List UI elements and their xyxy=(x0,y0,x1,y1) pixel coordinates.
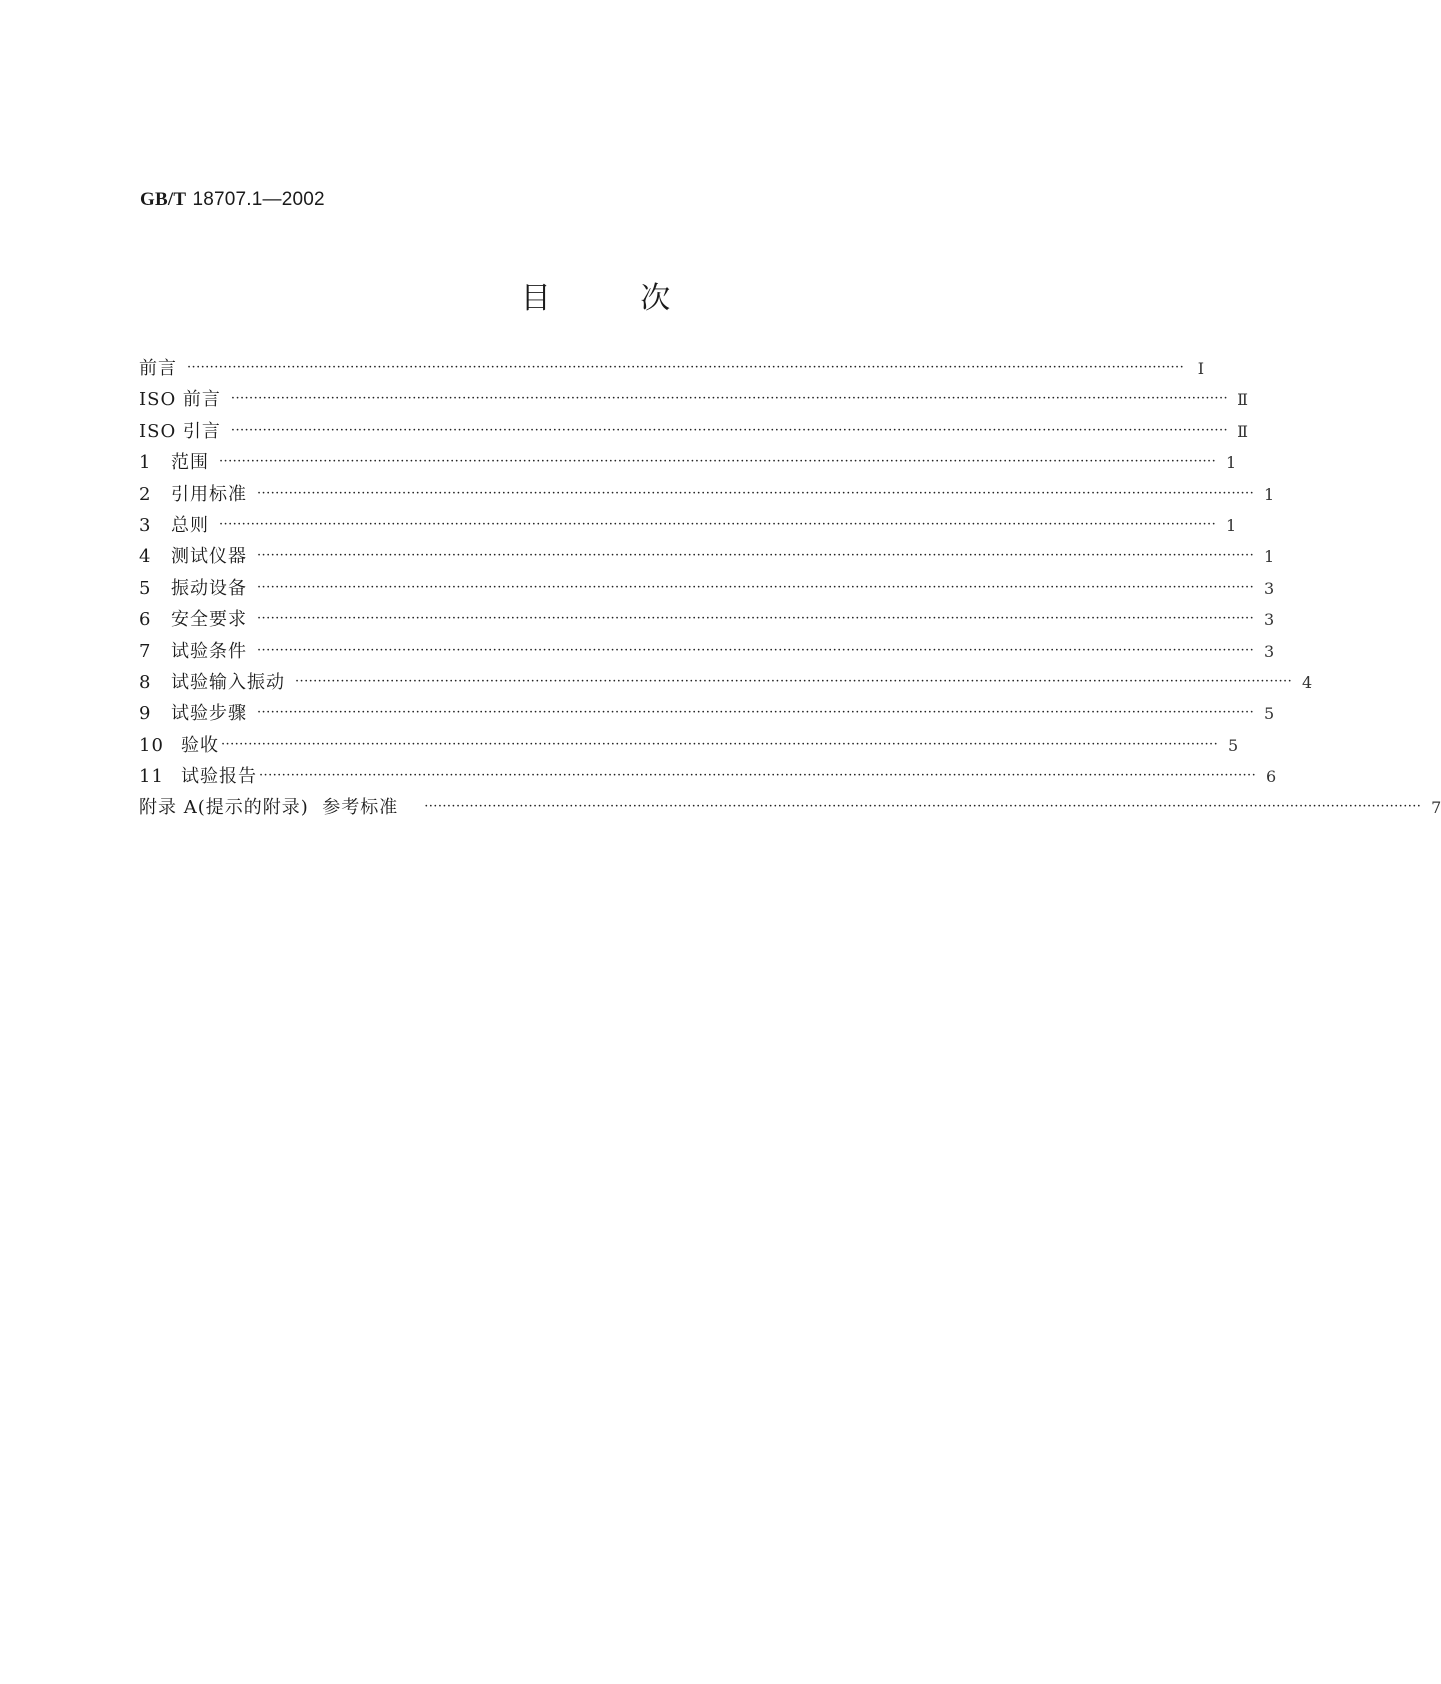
toc-dot-leader: ···························································································································································································································· xyxy=(424,799,1422,815)
toc-page-number: 5 xyxy=(1227,735,1239,755)
toc-entry-section-9[interactable] xyxy=(139,698,1275,729)
toc-entry-annex-a[interactable] xyxy=(139,792,1441,823)
toc-page-number: Ⅰ xyxy=(1197,359,1205,378)
toc-entry-iso-introduction[interactable] xyxy=(139,416,1249,447)
toc-entry-label: 总则 xyxy=(171,514,209,536)
toc-page-number: Ⅱ xyxy=(1237,421,1249,441)
toc-entry-section-4[interactable] xyxy=(139,541,1275,572)
standard-code-prefix: GB/T xyxy=(140,189,187,210)
toc-dot-leader: ···························································································································································································································· xyxy=(257,485,1255,501)
toc-page-number: 1 xyxy=(1225,453,1237,473)
toc-entry-label: 试验步骤 xyxy=(171,703,247,725)
standard-code-number: 18707.1—2002 xyxy=(192,189,325,210)
toc-page-number: Ⅱ xyxy=(1237,390,1249,410)
toc-page-number: 6 xyxy=(1265,767,1277,787)
toc-entry-label: 试验输入振动 xyxy=(171,671,285,693)
toc-entry-section-3[interactable] xyxy=(139,510,1237,541)
toc-entry-label: 安全要求 xyxy=(171,609,247,631)
toc-section-number: 10 xyxy=(139,734,164,756)
toc-page-number: 1 xyxy=(1263,484,1275,504)
toc-dot-leader: ···························································································································································································································· xyxy=(187,360,1185,375)
toc-entry-label: 测试仪器 xyxy=(171,546,247,568)
toc-entry-section-5[interactable] xyxy=(139,573,1275,604)
toc-entry-label: 试验条件 xyxy=(171,640,247,662)
toc-section-number: 9 xyxy=(139,703,152,725)
standard-code xyxy=(140,188,325,211)
toc-dot-leader: ···························································································································································································································· xyxy=(295,673,1293,689)
toc-entry-section-1[interactable] xyxy=(139,447,1237,478)
toc-page-number: 4 xyxy=(1301,672,1313,692)
toc-dot-leader: ···························································································································································································································· xyxy=(230,391,1229,407)
toc-entry-section-2[interactable] xyxy=(139,479,1275,510)
toc-entry-label: 引用标准 xyxy=(171,483,247,505)
toc-dot-leader: ···························································································································································································································· xyxy=(257,548,1255,564)
toc-dot-leader: ···························································································································································································································· xyxy=(219,454,1217,470)
toc-dot-leader: ···························································································································································································································· xyxy=(219,516,1217,532)
toc-section-number: 1 xyxy=(139,452,152,474)
toc-entry-section-8[interactable] xyxy=(139,667,1313,698)
toc-section-number: 8 xyxy=(139,671,152,693)
toc-page-number: 1 xyxy=(1225,515,1237,535)
toc-section-number: 7 xyxy=(139,640,152,662)
toc-page-number: 7 xyxy=(1431,798,1441,818)
page-title: 目 次 xyxy=(520,281,671,316)
toc-page-number: 3 xyxy=(1263,641,1275,661)
toc-section-number: 5 xyxy=(139,577,152,599)
toc-entry-section-10[interactable] xyxy=(139,730,1239,761)
toc-entry-label: ISO 前言 xyxy=(139,389,221,411)
toc-dot-leader: ···························································································································································································································· xyxy=(257,642,1255,658)
toc-entry-section-11[interactable] xyxy=(139,761,1277,792)
toc-section-number: 3 xyxy=(139,514,152,536)
toc-page-number: 5 xyxy=(1263,704,1275,724)
toc-entry-iso-foreword[interactable] xyxy=(139,384,1249,415)
toc-entry-label: ISO 引言 xyxy=(139,420,221,442)
toc-dot-leader: ···························································································································································································································· xyxy=(230,422,1229,438)
toc-entry-section-6[interactable] xyxy=(139,604,1275,635)
toc-dot-leader: ···························································································································································································································· xyxy=(257,611,1255,627)
toc-entry-foreword[interactable] xyxy=(139,353,1205,384)
toc-section-number: 2 xyxy=(139,483,152,505)
toc-dot-leader: ···························································································································································································································· xyxy=(257,579,1255,595)
toc-entry-label: 前言 xyxy=(139,358,177,379)
toc-dot-leader: ···························································································································································································································· xyxy=(221,736,1219,752)
toc-dot-leader: ···························································································································································································································· xyxy=(259,768,1257,784)
toc-page-number: 3 xyxy=(1263,578,1275,598)
toc-page-number: 1 xyxy=(1263,547,1275,567)
table-of-contents xyxy=(139,353,1441,824)
toc-entry-label: 附录 A(提示的附录) 参考标准 xyxy=(139,797,399,819)
toc-page-number: 3 xyxy=(1263,610,1275,630)
toc-section-number: 6 xyxy=(139,609,152,631)
toc-section-number: 11 xyxy=(139,766,164,788)
toc-entry-label: 试验报告 xyxy=(181,766,257,788)
toc-entry-label: 验收 xyxy=(181,734,219,756)
toc-section-number: 4 xyxy=(139,546,152,568)
toc-entry-label: 范围 xyxy=(171,452,209,474)
toc-dot-leader: ···························································································································································································································· xyxy=(257,705,1255,721)
toc-entry-section-7[interactable] xyxy=(139,636,1275,667)
toc-entry-label: 振动设备 xyxy=(171,577,247,599)
